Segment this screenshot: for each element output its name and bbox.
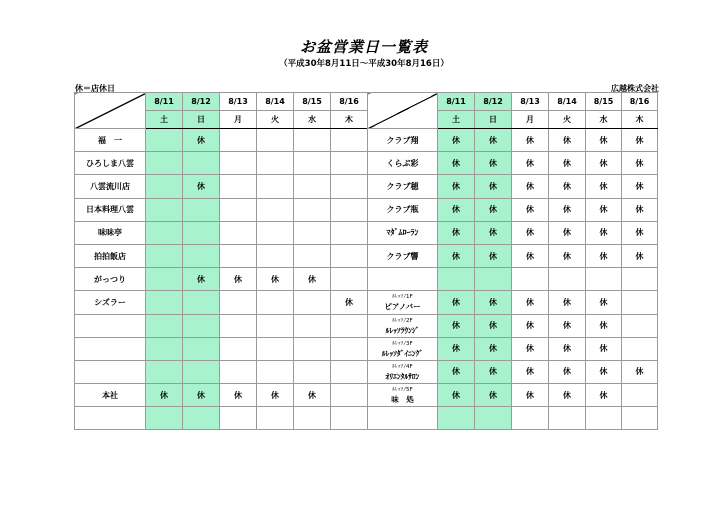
right-day-cell: 休 xyxy=(586,360,622,383)
left-day-cell xyxy=(257,314,294,337)
left-table-row xyxy=(75,360,368,383)
left-day-cell xyxy=(331,244,368,267)
left-table-row xyxy=(75,244,368,267)
right-store-name-label: 味 処 xyxy=(391,395,414,405)
left-date-header: 8/15 xyxy=(294,93,331,111)
right-day-cell xyxy=(512,268,549,291)
left-day-cell: 休 xyxy=(183,268,220,291)
right-day-cell: 休 xyxy=(512,314,549,337)
right-table-row xyxy=(368,384,658,407)
right-day-cell: 休 xyxy=(549,314,586,337)
right-day-cell: 休 xyxy=(475,291,512,314)
right-day-cell xyxy=(622,337,658,360)
left-header-dates-row xyxy=(75,93,368,111)
right-day-cell: 休 xyxy=(438,360,475,383)
right-day-cell: 休 xyxy=(586,175,622,198)
left-day-cell xyxy=(257,198,294,221)
left-store-name-cell: ひろしま八雲 xyxy=(75,152,146,175)
left-store-name-cell: 味味亭 xyxy=(75,221,146,244)
right-weekday-header: 土 xyxy=(438,111,475,129)
right-day-cell: 休 xyxy=(549,198,586,221)
right-day-cell: 休 xyxy=(586,314,622,337)
left-table-row xyxy=(75,152,368,175)
right-day-cell xyxy=(622,268,658,291)
right-day-cell: 休 xyxy=(512,129,549,152)
right-day-cell xyxy=(475,407,512,430)
right-day-cell: 休 xyxy=(438,384,475,407)
left-day-cell xyxy=(220,129,257,152)
left-store-name-cell: 日本料理八雲 xyxy=(75,198,146,221)
left-day-cell xyxy=(257,152,294,175)
left-store-name-cell: 福 一 xyxy=(75,129,146,152)
right-day-cell: 休 xyxy=(438,221,475,244)
left-date-header: 8/13 xyxy=(220,93,257,111)
right-day-cell xyxy=(438,268,475,291)
left-date-header: 8/11 xyxy=(146,93,183,111)
right-store-name-label: ﾙﾚｯｿﾗｳﾝｼﾞ xyxy=(385,325,420,335)
left-corner-cell xyxy=(75,93,146,129)
left-day-cell xyxy=(257,175,294,198)
left-table-row xyxy=(75,337,368,360)
left-store-name-cell xyxy=(75,360,146,383)
right-table-row xyxy=(368,175,658,198)
left-day-cell xyxy=(220,198,257,221)
right-day-cell: 休 xyxy=(512,337,549,360)
right-day-cell: 休 xyxy=(549,244,586,267)
right-day-cell: 休 xyxy=(586,384,622,407)
document-title: お盆営業日一覧表 xyxy=(299,38,428,56)
right-day-cell: 休 xyxy=(512,360,549,383)
left-day-cell xyxy=(331,175,368,198)
left-day-cell xyxy=(294,198,331,221)
left-day-cell xyxy=(257,407,294,430)
right-table-row xyxy=(368,291,658,314)
right-date-header: 8/13 xyxy=(512,93,549,111)
left-day-cell xyxy=(331,314,368,337)
right-table-row xyxy=(368,221,658,244)
left-store-name-cell: 本社 xyxy=(75,384,146,407)
left-date-header: 8/12 xyxy=(183,93,220,111)
left-day-cell xyxy=(257,244,294,267)
right-day-cell: 休 xyxy=(586,152,622,175)
left-day-cell xyxy=(146,314,183,337)
right-day-cell: 休 xyxy=(512,384,549,407)
document-subtitle: （平成30年8月11日～平成30年8月16日） xyxy=(279,59,449,69)
left-day-cell xyxy=(183,152,220,175)
left-day-cell: 休 xyxy=(183,384,220,407)
right-day-cell xyxy=(549,268,586,291)
left-day-cell: 休 xyxy=(257,384,294,407)
right-day-cell: 休 xyxy=(549,152,586,175)
left-day-cell xyxy=(146,268,183,291)
left-day-cell xyxy=(257,360,294,383)
left-day-cell xyxy=(294,175,331,198)
right-day-cell xyxy=(549,407,586,430)
right-day-cell: 休 xyxy=(475,384,512,407)
left-store-name-cell: 拍拍飯店 xyxy=(75,244,146,267)
right-day-cell: 休 xyxy=(438,314,475,337)
right-table-row xyxy=(368,314,658,337)
right-store-name-cell: クラブ響 xyxy=(368,244,438,267)
right-day-cell: 休 xyxy=(475,129,512,152)
left-day-cell xyxy=(183,360,220,383)
left-day-cell xyxy=(146,244,183,267)
right-day-cell xyxy=(586,268,622,291)
left-day-cell: 休 xyxy=(183,175,220,198)
right-day-cell: 休 xyxy=(512,221,549,244)
right-store-name-label: ﾙﾚｯｿﾀﾞｲﾆﾝｸﾞ xyxy=(381,348,424,358)
right-day-cell xyxy=(475,268,512,291)
right-date-header: 8/11 xyxy=(438,93,475,111)
left-day-cell xyxy=(294,337,331,360)
left-store-name-cell xyxy=(75,407,146,430)
right-day-cell xyxy=(622,407,658,430)
right-day-cell: 休 xyxy=(586,244,622,267)
legend-note: 休＝店休日 xyxy=(75,84,115,93)
left-day-cell xyxy=(183,244,220,267)
left-weekday-header: 土 xyxy=(146,111,183,129)
left-day-cell xyxy=(294,129,331,152)
right-corner-cell xyxy=(368,93,438,129)
left-day-cell: 休 xyxy=(183,129,220,152)
right-day-cell: 休 xyxy=(512,152,549,175)
left-table-row xyxy=(75,198,368,221)
right-day-cell: 休 xyxy=(549,360,586,383)
left-weekday-header: 日 xyxy=(183,111,220,129)
left-day-cell xyxy=(257,129,294,152)
left-day-cell: 休 xyxy=(220,384,257,407)
right-weekday-header: 水 xyxy=(586,111,622,129)
right-weekday-header: 火 xyxy=(549,111,586,129)
left-day-cell xyxy=(220,244,257,267)
left-store-name-cell: がっつり xyxy=(75,268,146,291)
right-day-cell: 休 xyxy=(512,198,549,221)
right-weekday-header: 月 xyxy=(512,111,549,129)
left-day-cell xyxy=(294,314,331,337)
left-day-cell xyxy=(294,244,331,267)
right-store-name-cell: クラブ穂 xyxy=(368,175,438,198)
right-store-name-cell xyxy=(368,384,438,407)
left-day-cell xyxy=(220,152,257,175)
right-day-cell xyxy=(438,407,475,430)
right-day-cell: 休 xyxy=(475,337,512,360)
schedule-table-right xyxy=(367,92,658,430)
right-day-cell: 休 xyxy=(622,221,658,244)
right-day-cell: 休 xyxy=(475,244,512,267)
left-weekday-header: 水 xyxy=(294,111,331,129)
right-day-cell: 休 xyxy=(438,244,475,267)
left-day-cell xyxy=(257,221,294,244)
right-day-cell: 休 xyxy=(438,152,475,175)
left-table-row xyxy=(75,291,368,314)
left-day-cell xyxy=(183,407,220,430)
right-table-row xyxy=(368,360,658,383)
left-day-cell xyxy=(183,198,220,221)
left-day-cell xyxy=(183,291,220,314)
left-table-row xyxy=(75,314,368,337)
left-day-cell: 休 xyxy=(294,268,331,291)
right-table-row xyxy=(368,129,658,152)
right-day-cell xyxy=(622,291,658,314)
right-store-floor-label: ﾙﾚｯｿﾉ4F xyxy=(392,363,413,370)
left-day-cell xyxy=(146,337,183,360)
right-day-cell: 休 xyxy=(586,337,622,360)
left-table-row xyxy=(75,221,368,244)
right-day-cell: 休 xyxy=(438,175,475,198)
right-day-cell: 休 xyxy=(512,175,549,198)
left-table-row xyxy=(75,175,368,198)
left-day-cell xyxy=(146,152,183,175)
left-day-cell xyxy=(220,337,257,360)
left-day-cell xyxy=(146,291,183,314)
left-weekday-header: 木 xyxy=(331,111,368,129)
left-day-cell: 休 xyxy=(331,291,368,314)
left-day-cell: 休 xyxy=(146,384,183,407)
left-weekday-header: 月 xyxy=(220,111,257,129)
right-store-name-cell xyxy=(368,407,438,430)
left-day-cell xyxy=(146,198,183,221)
right-day-cell: 休 xyxy=(438,129,475,152)
right-day-cell: 休 xyxy=(622,360,658,383)
right-table-row xyxy=(368,152,658,175)
right-table-row xyxy=(368,337,658,360)
right-day-cell: 休 xyxy=(549,337,586,360)
right-day-cell: 休 xyxy=(475,152,512,175)
right-store-name-cell: クラブ翔 xyxy=(368,129,438,152)
left-day-cell xyxy=(220,360,257,383)
right-date-header: 8/12 xyxy=(475,93,512,111)
left-date-header: 8/16 xyxy=(331,93,368,111)
right-weekday-header: 日 xyxy=(475,111,512,129)
right-store-name-cell: クラブ瓶 xyxy=(368,198,438,221)
right-day-cell: 休 xyxy=(586,198,622,221)
right-day-cell: 休 xyxy=(549,384,586,407)
right-day-cell: 休 xyxy=(622,244,658,267)
right-day-cell: 休 xyxy=(438,198,475,221)
left-day-cell xyxy=(257,291,294,314)
left-day-cell xyxy=(331,221,368,244)
left-day-cell xyxy=(183,314,220,337)
right-day-cell: 休 xyxy=(549,291,586,314)
left-weekday-header: 火 xyxy=(257,111,294,129)
right-day-cell: 休 xyxy=(586,221,622,244)
schedule-table-left xyxy=(74,92,368,430)
left-day-cell xyxy=(294,291,331,314)
left-day-cell xyxy=(294,221,331,244)
left-table-row xyxy=(75,268,368,291)
left-day-cell xyxy=(146,221,183,244)
left-day-cell xyxy=(146,407,183,430)
left-store-name-cell xyxy=(75,337,146,360)
right-day-cell: 休 xyxy=(549,175,586,198)
right-day-cell: 休 xyxy=(622,152,658,175)
left-day-cell xyxy=(294,360,331,383)
right-day-cell: 休 xyxy=(475,360,512,383)
left-table-row xyxy=(75,407,368,430)
right-store-name-cell xyxy=(368,268,438,291)
right-day-cell: 休 xyxy=(475,175,512,198)
right-store-name-cell xyxy=(368,360,438,383)
right-day-cell: 休 xyxy=(586,129,622,152)
left-day-cell xyxy=(220,175,257,198)
left-date-header: 8/14 xyxy=(257,93,294,111)
left-day-cell xyxy=(331,407,368,430)
left-day-cell xyxy=(146,175,183,198)
left-day-cell xyxy=(257,337,294,360)
left-day-cell xyxy=(220,221,257,244)
right-store-name-label: ｵﾘｴﾝﾀﾙｻﾛﾝ xyxy=(385,371,420,381)
right-date-header: 8/15 xyxy=(586,93,622,111)
right-store-name-cell: ﾏﾀﾞﾑﾛｰﾗﾝ xyxy=(368,221,438,244)
left-day-cell xyxy=(331,337,368,360)
right-store-floor-label: ﾙﾚｯｿﾉ3F xyxy=(392,340,413,347)
right-store-name-cell xyxy=(368,337,438,360)
right-weekday-header: 木 xyxy=(622,111,658,129)
right-day-cell: 休 xyxy=(475,314,512,337)
left-day-cell xyxy=(146,129,183,152)
left-day-cell xyxy=(183,337,220,360)
right-day-cell: 休 xyxy=(512,244,549,267)
right-store-name-cell xyxy=(368,314,438,337)
right-table-row xyxy=(368,244,658,267)
left-store-name-cell xyxy=(75,314,146,337)
left-day-cell xyxy=(331,198,368,221)
right-day-cell: 休 xyxy=(549,221,586,244)
right-day-cell: 休 xyxy=(512,291,549,314)
left-day-cell xyxy=(183,221,220,244)
right-store-floor-label: ﾙﾚｯｿﾉ1F xyxy=(392,294,413,301)
left-day-cell xyxy=(331,129,368,152)
left-table-row xyxy=(75,384,368,407)
left-day-cell: 休 xyxy=(257,268,294,291)
right-day-cell: 休 xyxy=(549,129,586,152)
right-day-cell: 休 xyxy=(438,291,475,314)
right-table-row xyxy=(368,268,658,291)
right-day-cell: 休 xyxy=(622,129,658,152)
right-day-cell xyxy=(586,407,622,430)
left-day-cell: 休 xyxy=(220,268,257,291)
right-header-dates-row xyxy=(368,93,658,111)
left-store-name-cell: 八雲流川店 xyxy=(75,175,146,198)
left-day-cell xyxy=(220,407,257,430)
right-day-cell: 休 xyxy=(622,175,658,198)
left-store-name-cell: シズラー xyxy=(75,291,146,314)
left-table-row xyxy=(75,129,368,152)
left-day-cell xyxy=(331,268,368,291)
right-store-floor-label: ﾙﾚｯｿﾉ2F xyxy=(392,317,413,324)
right-day-cell: 休 xyxy=(622,198,658,221)
right-table-row xyxy=(368,407,658,430)
left-day-cell xyxy=(146,360,183,383)
right-day-cell xyxy=(512,407,549,430)
right-store-floor-label: ﾙﾚｯｿﾉ5F xyxy=(392,387,413,394)
right-date-header: 8/16 xyxy=(622,93,658,111)
company-name: 広越株式会社 xyxy=(611,84,659,93)
left-day-cell xyxy=(220,291,257,314)
right-date-header: 8/14 xyxy=(549,93,586,111)
right-day-cell: 休 xyxy=(475,198,512,221)
left-day-cell xyxy=(331,384,368,407)
left-day-cell: 休 xyxy=(294,384,331,407)
right-day-cell: 休 xyxy=(586,291,622,314)
right-store-name-label: ピアノバー xyxy=(384,302,421,312)
left-day-cell xyxy=(220,314,257,337)
left-day-cell xyxy=(294,152,331,175)
left-day-cell xyxy=(294,407,331,430)
right-day-cell: 休 xyxy=(475,221,512,244)
right-table-row xyxy=(368,198,658,221)
right-day-cell: 休 xyxy=(438,337,475,360)
right-store-name-cell xyxy=(368,291,438,314)
right-store-name-cell: くらぶ彩 xyxy=(368,152,438,175)
right-day-cell xyxy=(622,314,658,337)
left-day-cell xyxy=(331,360,368,383)
right-day-cell xyxy=(622,384,658,407)
left-day-cell xyxy=(331,152,368,175)
